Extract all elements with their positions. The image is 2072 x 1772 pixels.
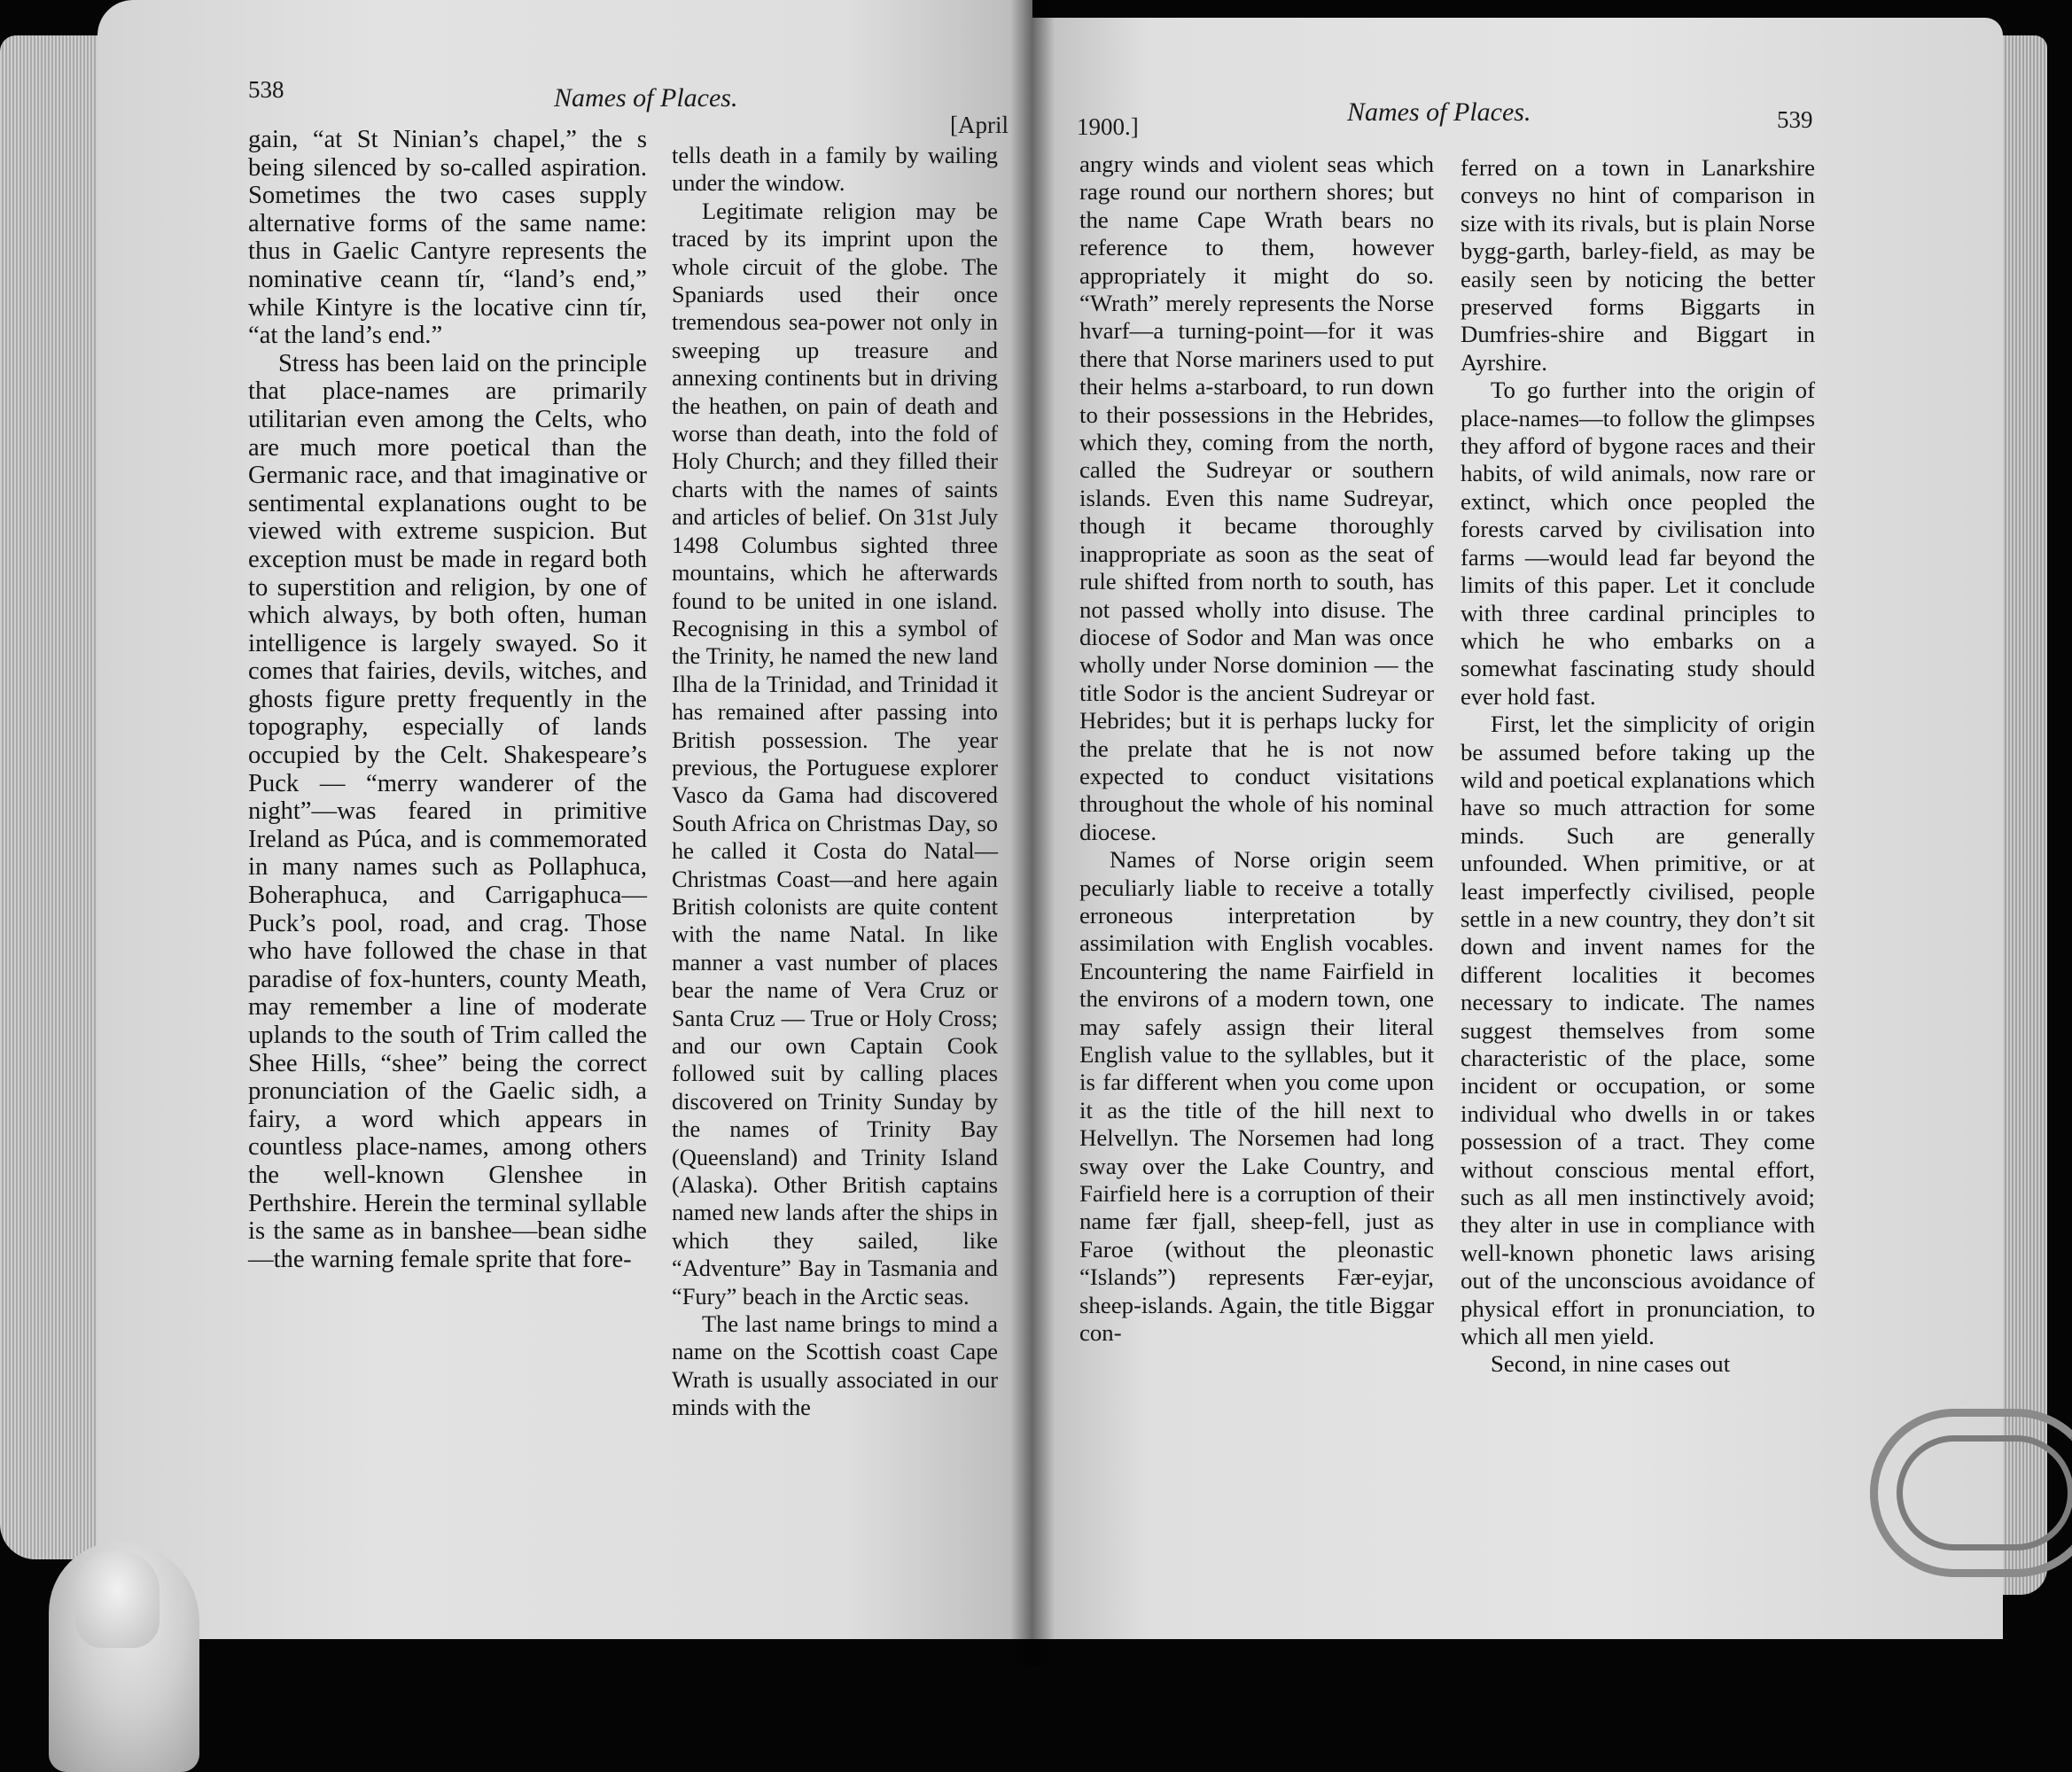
paragraph: angry winds and violent seas which rage round our northern shores; but the name Cape Wrath bears no reference to them, however appropriately it might do so. “Wrath” merely represents the Norse hvarf—a turning-point—for it was there that Norse mariners used to put their helms a-starboard, to run down to their possessions in the Hebrides, which they, coming from the north, called the Sudreyar or southern islands. Even this name Sudreyar, though it became thoroughly inappropriate as soon as the seat of rule shifted from north to south, has not passed wholly into disuse. The diocese of Sodor and Man was once wholly under Norse dominion — the title Sodor is the ancient Sudreyar or Hebrides; but it is perhaps lucky for the prelate that he is not now expected to conduct visitations throughout the whole of his nominal diocese. xyxy=(1079,151,1434,845)
paragraph: The last name brings to mind a name on the Scottish coast Cape Wrath is usually associated in our minds with the xyxy=(672,1310,998,1421)
right-running-title: Names of Places. xyxy=(1347,97,1531,127)
paragraph: First, let the simplicity of origin be assumed before taking up the wild and poetical explanations which have so much attraction for some minds. Such are generally unfounded. When primitive, or at least imperfectly civilised, people settle in a new country, they don’t sit down and invent names for the different localities it becomes necessary to indicate. The names suggest themselves from some characteristic of the place, some incident or occupation, or some individual who dwells in or takes possession of a tract. They come without conscious mental effort, such as all men instinctively avoid; they alter in use in compliance with well-known phonetic laws arising out of the unconscious avoidance of physical effort in pronunciation, to which all men yield. xyxy=(1461,711,1815,1350)
left-column-2 xyxy=(672,142,998,1422)
left-page-number: 538 xyxy=(248,76,284,103)
paragraph: Names of Norse origin seem peculiarly liable to receive a totally erroneous interpretation by assimilation with English vocables. Encountering the name Fairfield in the environs of a modern town, one may safely assign their literal English value to the syllables, but it is far different when you come upon it as the title of the hill next to Helvellyn. The Norsemen had long sway over the Lake Country, and Fairfield here is a corruption of their name fær fjall, sheep-fell, just as Faroe (without the pleonastic “Islands”) represents Fær-eyjar, sheep-islands. Again, the title Biggar con- xyxy=(1079,846,1434,1347)
thumbnail xyxy=(75,1550,160,1648)
right-page-number: 539 xyxy=(1777,106,1813,133)
paragraph: ferred on a town in Lanarkshire conveys no hint of comparison in size with its rivals, but is plain Norse bygg-garth, barley-field, as may be easily seen by noticing the better preserved forms Biggarts in Dumfries-shire and Biggart in Ayrshire. xyxy=(1461,154,1815,376)
paragraph: tells death in a family by wailing under the window. xyxy=(672,142,998,197)
left-running-title: Names of Places. xyxy=(554,83,738,113)
paper-clip-inner-loop xyxy=(1897,1435,2072,1550)
paragraph: Second, in nine cases out xyxy=(1491,1350,1731,1378)
paragraph: To go further into the origin of place-names—to follow the glimpses they afford of bygone races and their habits, of wild animals, now rare or extinct, which once peopled the forests carved by civilisation into farms —would lead far beyond the limits of this paper. Let it conclude with three cardinal principles to which he who embarks on a somewhat fascinating study should ever hold fast. xyxy=(1461,377,1815,710)
paragraph: Stress has been laid on the principle that place-names are primarily utilitarian even among the Celts, who are much more poetical than the Germanic race, and that imaginative or sentimental explanations ought to be viewed with extreme suspicion. But exception must be made in regard both to superstition and religion, by one of which always, by both often, human intelligence is largely swayed. So it comes that fairies, devils, witches, and ghosts figure pretty frequently in the topography, especially of lands occupied by the Celt. Shakespeare’s Puck — “merry wanderer of the night”—was feared in primitive Ireland as Púca, and is commemorated in many names such as Pollaphuca, Boheraphuca, and Carrigaphuca—Puck’s pool, road, and crag. Those who have followed the chase in that paradise of fox-hunters, county Meath, may remember a line of moderate uplands to the south of Trim called the Shee Hills, “shee” being the correct pronunciation of the Gaelic sidh, a fairy, a word which appears in countless place-names, among others the well-known Glenshee in Perthshire. Herein the terminal syllable is the same as in banshee—bean sidhe—the warning female sprite that fore- xyxy=(248,349,647,1273)
paragraph: gain, “at St Ninian’s chapel,” the s being silenced by so-called aspiration. Sometimes the two cases supply alternative forms of the same name: thus in Gaelic Cantyre represents the nominative ceann tír, “land’s end,” while Kintyre is the locative cinn tír, “at the land’s end.” xyxy=(248,126,647,350)
left-column-1 xyxy=(248,126,647,1273)
right-date-mark: 1900.] xyxy=(1077,113,1139,140)
right-column-1 xyxy=(1079,151,1434,1347)
right-column-2 xyxy=(1461,154,1815,1379)
paragraph: Legitimate religion may be traced by its imprint upon the whole circuit of the globe. The Spaniards used their once tremendous sea-power not only in sweeping up treasure and annexing continents but in driving the heathen, on pain of death and worse than death, into the fold of Holy Church; and they filled their charts with the names of saints and articles of belief. On 31st July 1498 Columbus sighted three mountains, which he afterwards found to be united in one island. Recognising in this a symbol of the Trinity, he named the new land Ilha de la Trinidad, and Trinidad it has remained after passing into British possession. The year previous, the Portuguese explorer Vasco da Gama had discovered South Africa on Christmas Day, so he called it Costa do Natal—Christmas Coast—and here again British colonists are quite content with the name Natal. In like manner a vast number of places bear the name of Vera Cruz or Santa Cruz — True or Holy Cross; and our own Captain Cook followed suit by calling places discovered on Trinity Sunday by the names of Trinity Bay (Queensland) and Trinity Island (Alaska). Other British captains named new lands after the ships in which they sailed, like “Adventure” Bay in Tasmania and “Fury” beach in the Arctic seas. xyxy=(672,197,998,1310)
left-date-mark: [April xyxy=(950,112,1009,138)
book-gutter xyxy=(1010,0,1055,1666)
